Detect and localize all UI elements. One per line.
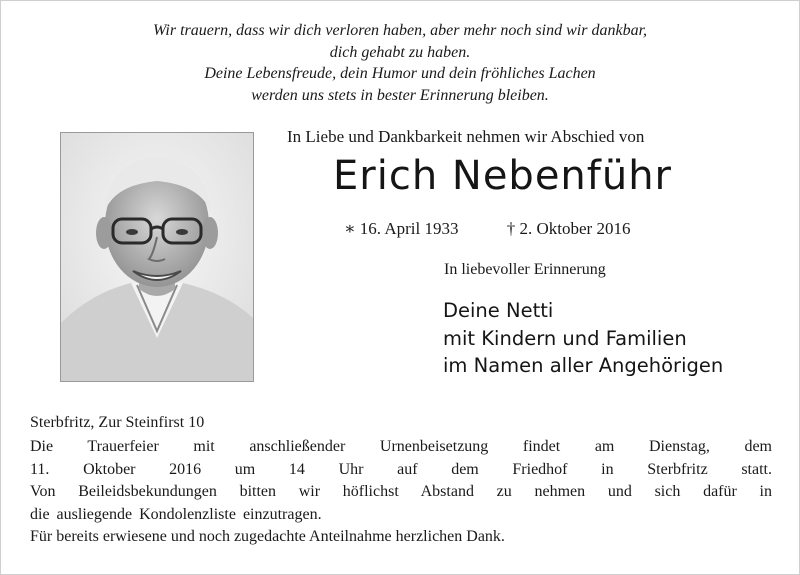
mourner-line: Deine Netti <box>443 299 554 322</box>
poem-line: werden uns stets in bester Erinnerung bleiben. <box>251 86 549 104</box>
notice-line: Die Trauerfeier mit anschließender Urnenbeisetzung findet am Dienstag, dem <box>30 438 772 455</box>
remembrance-label: In liebevoller Erinnerung <box>444 261 606 278</box>
notice-line: die ausliegende Kondolenzliste einzutragen. <box>30 505 322 523</box>
poem-line: dich gehabt zu haben. <box>329 43 471 61</box>
notice-line: 11. Oktober 2016 um 14 Uhr auf dem Friedhof in Sterbfritz statt. <box>30 460 772 478</box>
poem-line: Deine Lebensfreude, dein Humor und dein fröhliches Lachen <box>204 65 596 82</box>
portrait-illustration <box>61 133 253 381</box>
birth-date: ∗ 16. April 1933 <box>344 219 459 238</box>
notice-line: Für bereits erwiesene und noch zugedachte Anteilnahme herzlichen Dank. <box>30 528 505 545</box>
farewell-intro: In Liebe und Dankbarkeit nehmen wir Abschied von <box>287 127 645 146</box>
life-dates <box>344 219 630 239</box>
portrait-photo <box>60 132 254 382</box>
deceased-name: Erich Nebenführ <box>333 153 673 199</box>
address: Sterbfritz, Zur Steinfirst 10 <box>30 414 205 431</box>
death-date: † 2. Oktober 2016 <box>506 219 631 238</box>
mourners-signature <box>443 297 723 380</box>
notice-line: Von Beileidsbekundungen bitten wir höflichst Abstand zu nehmen und sich dafür in <box>30 483 772 500</box>
funeral-notice <box>30 436 772 549</box>
memorial-poem <box>0 20 800 106</box>
poem-line: Wir trauern, dass wir dich verloren haben, aber mehr noch sind wir dankbar, <box>152 22 648 39</box>
mourner-line: mit Kindern und Familien <box>443 326 687 350</box>
mourner-line: im Namen aller Angehörigen <box>443 354 724 377</box>
